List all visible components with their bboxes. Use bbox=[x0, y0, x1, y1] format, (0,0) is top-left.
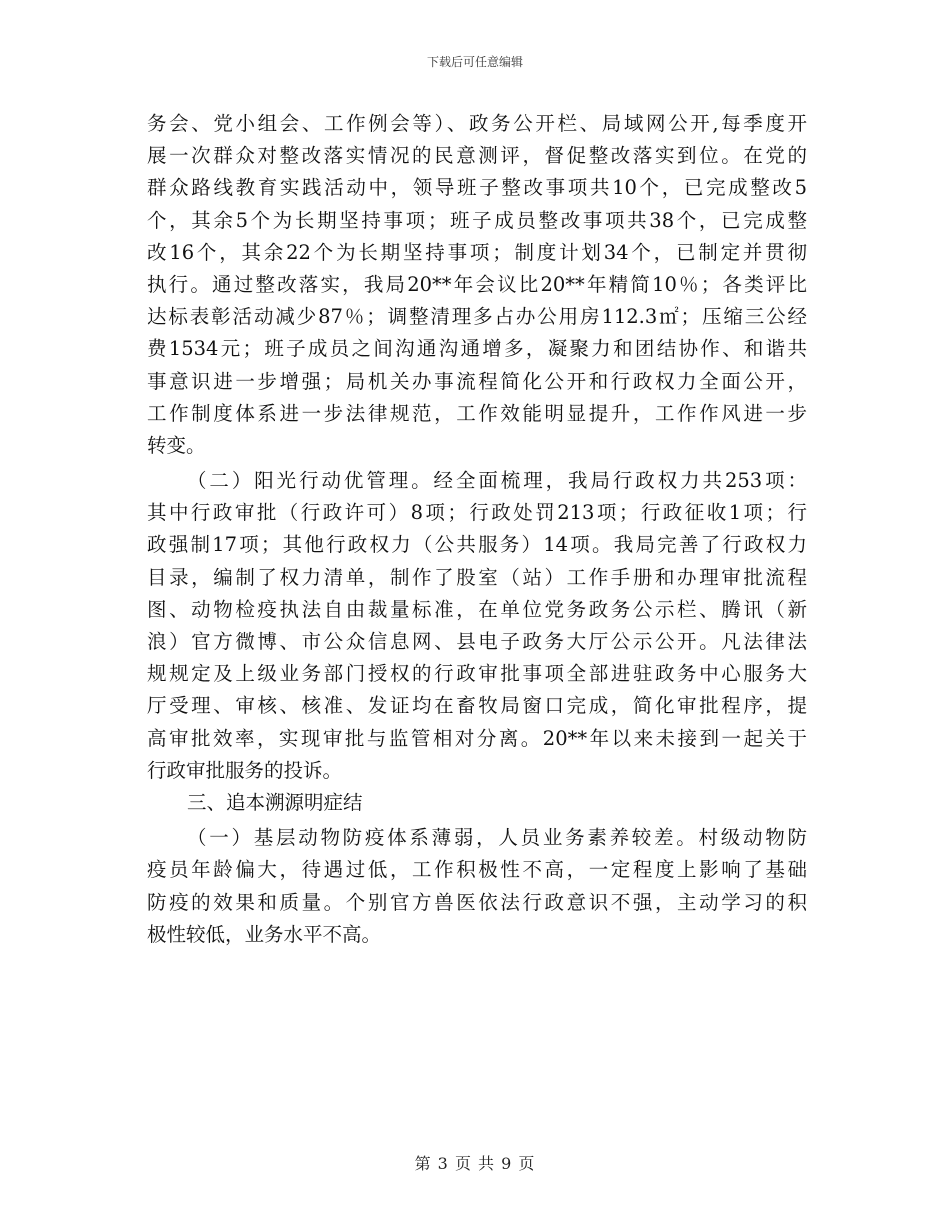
text-line: 政强制17项；其他行政权力（公共服务）14项。我局完善了行政权力 bbox=[147, 533, 807, 557]
text-line: 事意识进一步增强；局机关办事流程简化公开和行政权力全面公开， bbox=[147, 369, 807, 393]
text-line: 极性较低，业务水平不高。 bbox=[147, 922, 382, 946]
text-line: 图、动物检疫执法自由裁量标准，在单位党务政务公示栏、腾讯（新 bbox=[147, 597, 807, 621]
text-line: 其中行政审批（行政许可）8项；行政处罚213项；行政征收1项；行 bbox=[147, 501, 807, 525]
page-number: 第 3 页 共 9 页 bbox=[414, 1154, 536, 1173]
text-line: 群众路线教育实践活动中，领导班子整改事项共10个，已完成整改5 bbox=[147, 176, 807, 200]
text-line: 目录，编制了权力清单，制作了股室（站）工作手册和办理审批流程 bbox=[147, 565, 807, 589]
text-line: 个，其余5个为长期坚持事项；班子成员整改事项共38个，已完成整 bbox=[147, 208, 807, 232]
text-line: 规规定及上级业务部门授权的行政审批事项全部进驻政务中心服务大 bbox=[147, 662, 807, 686]
text-line: 费1534元；班子成员之间沟通沟通增多，凝聚力和团结协作、和谐共 bbox=[147, 337, 807, 361]
text-line: 改16个，其余22个为长期坚持事项；制度计划34个，已制定并贯彻 bbox=[147, 240, 807, 264]
paragraph-4 bbox=[147, 822, 807, 951]
text-line: 工作制度体系进一步法律规范，工作效能明显提升，工作作风进一步 bbox=[147, 401, 807, 425]
page-header-note: 下载后可任意编辑 bbox=[426, 55, 523, 69]
text-line: （二）阳光行动优管理。经全面梳理，我局行政权力共253项： bbox=[187, 469, 807, 493]
text-line: 防疫的效果和质量。个别官方兽医依法行政意识不强，主动学习的积 bbox=[147, 890, 807, 914]
text-line: 转变。 bbox=[147, 433, 206, 457]
text-line: （一）基层动物防疫体系薄弱，人员业务素养较差。村级动物防 bbox=[187, 826, 807, 850]
document-body bbox=[147, 108, 807, 951]
text-line: 行政审批服务的投诉。 bbox=[147, 758, 343, 782]
text-line: 高审批效率，实现审批与监管相对分离。20**年以来未接到一起关于 bbox=[147, 726, 807, 750]
section-heading-text: 三、追本溯源明症结 bbox=[187, 790, 363, 814]
text-line: 浪）官方微博、市公众信息网、县电子政务大厅公示公开。凡法律法 bbox=[147, 630, 807, 653]
text-line: 厅受理、审核、核准、发证均在畜牧局窗口完成，简化审批程序，提 bbox=[147, 694, 807, 718]
text-line: 达标表彰活动减少87％；调整清理多占办公用房112.3㎡；压缩三公经 bbox=[147, 305, 807, 329]
text-line: 展一次群众对整改落实情况的民意测评，督促整改落实到位。在党的 bbox=[147, 144, 807, 168]
text-line: 执行。通过整改落实，我局20**年会议比20**年精简10％；各类评比 bbox=[147, 272, 807, 296]
section-heading bbox=[147, 787, 807, 819]
paragraph-2 bbox=[147, 465, 807, 787]
text-line: 务会、党小组会、工作例会等）、政务公开栏、局域网公开,每季度开 bbox=[147, 112, 807, 135]
text-line: 疫员年龄偏大，待遇过低，工作积极性不高，一定程度上影响了基础 bbox=[147, 858, 807, 882]
paragraph-1 bbox=[147, 108, 807, 462]
